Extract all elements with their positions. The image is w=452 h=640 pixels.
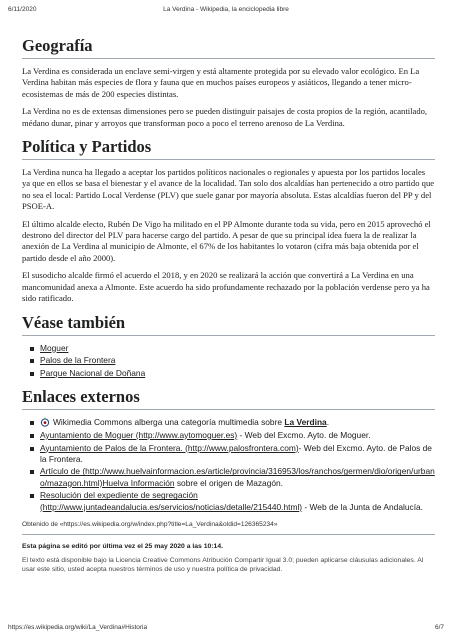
paragraph: La Verdina nunca ha llegado a aceptar los partidos políticos nacionales o regionales y apuesta por los partidos locales ya que en ellos se basa el bienestar y el avance de la localidad. Tan solo dos alcaldías han pertenecido a otro partido que no sea el local: Partido Local Verdense (PLV) que suele ganar por mayoría absoluta. Estas alcaldías fueron del PP y del PSOE-A. <box>22 167 435 212</box>
section-enlaces <box>22 387 435 513</box>
link-desc: - Web del Excmo. Ayto. de Moguer. <box>237 429 371 440</box>
link-huelva-informacion[interactable]: Artículo de (http://www.huelvainformacion.es/article/provincia/316953/los/ranchos/germen/dio/origen/urbano/mazagon.html)Huelva Información <box>40 466 435 488</box>
print-footer <box>8 624 444 634</box>
wikimedia-end: . <box>326 417 330 428</box>
list-item <box>34 417 435 428</box>
link-desc: sobre el origen de Mazagón. <box>174 477 284 488</box>
list-item <box>34 443 435 465</box>
print-date: 6/11/2020 <box>8 6 37 13</box>
link-desc: - Web de la Junta de Andalucía. <box>302 501 424 512</box>
paragraph: El susodicho alcalde firmó el acuerdo el 2018, y en 2020 se realizará la acción que convertirá a La Verdina en una mancomunidad anexa a Almonte. Este acuerdo ha sido profundamente rechazado por la población verdense pero ya ha sido ratificado. <box>22 270 430 304</box>
link-ayto-palos[interactable]: Ayuntamiento de Palos de la Frontera. (http://www.palosfrontera.com) <box>40 442 299 453</box>
heading-politica: Política y Partidos <box>22 137 435 160</box>
list-item <box>34 430 435 441</box>
wikimedia-link[interactable]: La Verdina <box>284 417 327 428</box>
link-palos[interactable]: Palos de la Frontera <box>40 355 116 366</box>
heading-vease: Véase también <box>22 313 435 336</box>
obtained-from: Obtenido de «https://es.wikipedia.org/w/index.php?title=La_Verdina&oldid=126365234» <box>22 521 435 535</box>
list-item <box>34 466 435 488</box>
last-modified: Esta página se editó por última vez el 25 may 2020 a las 10:14. <box>22 542 223 550</box>
paragraph: La Verdina es considerada un enclave semi-virgen y está altamente protegida por su elevado valor ecológico. En La Verdina habitan más especies de flora y fauna que en muchos países europeos y asiáticos, llegando a tener micro-ecosistemas de más de 200 especies distintas. <box>22 66 420 99</box>
wikimedia-commons-icon <box>40 417 50 427</box>
heading-geografia: Geografía <box>22 36 435 59</box>
list-item <box>34 368 435 379</box>
print-url: https://es.wikipedia.org/wiki/La_Verdina#Historia <box>8 624 148 631</box>
link-resolucion[interactable]: Resolución del expediente de segregación (http://www.juntadeandalucia.es/servicios/noticias/detalle/215440.html) <box>40 490 303 512</box>
license-text: El texto está disponible bajo la Licencia Creative Commons Atribución Compartir Igual 3.0; pueden aplicarse cláusulas adicionales. Al usar este sitio, usted acepta nuestros términos de uso y nuestra política de privacidad. <box>22 556 424 573</box>
section-politica <box>22 137 435 304</box>
see-also-list <box>22 343 435 380</box>
section-geografia <box>22 36 435 129</box>
link-donana[interactable]: Parque Nacional de Doñana <box>40 367 146 378</box>
heading-enlaces: Enlaces externos <box>22 387 435 410</box>
print-page-number: 6/7 <box>434 624 444 631</box>
paragraph: El último alcalde electo, Rubén De Vigo ha militado en el PP Almonte durante toda su vida, pero en 2015 aprovechó el destrono del director del PLV para hacerse cargo del partido. A pesar de que su principal idea fuera la de realizar la anexión de La Verdina al municipio de Almonte, el 67% de los habitantes lo votaron (cifra más baja obtenida por el partido desde el año 2000). <box>22 218 431 263</box>
list-item <box>34 490 435 512</box>
print-title: La Verdina - Wikipedia, la enciclopedia libre <box>163 6 289 13</box>
print-header <box>8 6 444 16</box>
list-item <box>34 343 435 354</box>
link-ayto-moguer[interactable]: Ayuntamiento de Moguer (http://www.aytomoguer.es) <box>40 429 238 440</box>
link-desc: - Web del Excmo. Ayto. de Palos de la Frontera. <box>40 442 432 464</box>
link-moguer[interactable]: Moguer <box>40 342 69 353</box>
section-vease <box>22 313 435 380</box>
wikimedia-text: Wikimedia Commons alberga una categoría multimedia sobre <box>53 417 285 428</box>
article-content <box>22 36 435 574</box>
external-links-list <box>22 417 435 513</box>
list-item <box>34 355 435 366</box>
paragraph: La Verdina no es de extensas dimensiones pero se pueden distinguir paisajes de costa propios de la región, acantilado, médano dunar, pinar y arroyos que transforman poco a poco el terreno arenoso de La Verdina. <box>22 106 428 128</box>
